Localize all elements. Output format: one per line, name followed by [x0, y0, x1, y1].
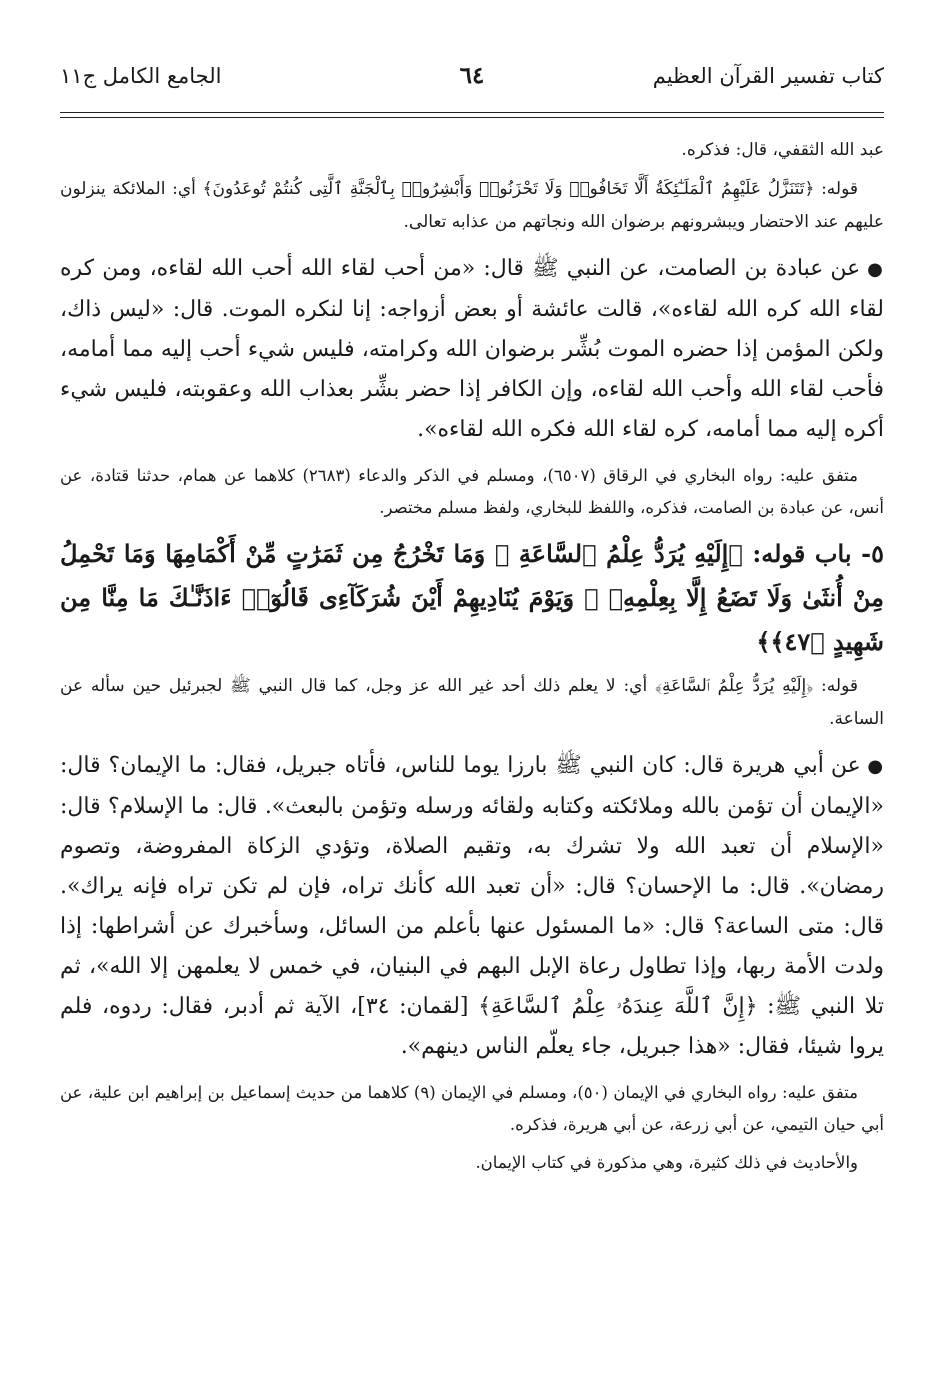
hadith-abu-hurairah	[60, 746, 884, 1067]
header-rule-bottom	[60, 117, 884, 118]
paragraph-tafsir-hour: قوله: ﴿إِلَيْهِ يُرَدُّ عِلْمُ ٱلسَّاعَةِ﴾ أي: لا يعلم ذلك أحد غير الله عز وجل، كما قال النبي ﷺ لجبرئيل حين سأله عن الساعة.	[60, 676, 884, 729]
book-page	[60, 52, 885, 1172]
hadith-text: عن عبادة بن الصامت، عن النبي ﷺ قال: «من أحب لقاء الله أحب الله لقاءه، ومن كره لقاء الله كره الله لقاءه»، قالت عائشة أو بعض أزواجه: إنا لنكره الموت. قال: «ليس ذاك، ولكن المؤمن إذا حضره الموت بُشِّر برضوان الله وكرامته، فليس شيء أحب إليه مما أمامه، فأحب لقاء الله وأحب الله لقاءه، وإن الكافر إذا حضر بشِّر بعذاب الله وعقوبته، فليس شيء أكره إليه مما أمامه، كره لقاء الله فكره الله لقاءه».	[60, 256, 884, 442]
chapter-heading: ٥- باب قوله: ﴿إِلَيْهِ يُرَدُّ عِلْمُ ٱلسَّاعَةِ ۚ وَمَا تَخْرُجُ مِن ثَمَرَٰتٍ مِّنْ أَكْمَامِهَا وَمَا تَحْمِلُ مِنْ أُنثَىٰ وَلَا تَضَعُ إِلَّا بِعِلْمِهِۦ ۚ وَيَوْمَ يُنَادِيهِمْ أَيْنَ شُرَكَآءِى قَالُوٓا۟ ءَاذَنَّـٰكَ مَا مِنَّا مِن شَهِيدٍ ﴿٤٧﴾﴾	[60, 539, 885, 656]
takhrij-ubadah: متفق عليه: رواه البخاري في الرقاق (٦٥٠٧)، ومسلم في الذكر والدعاء (٢٦٨٣) كلاهما عن همام، حدثنا قتادة، عن أنس، عن عبادة بن الصامت، فذكره، واللفظ للبخاري، ولفظ مسلم مختصر.	[60, 466, 884, 517]
page-header	[60, 52, 884, 100]
hadith-text: عن أبي هريرة قال: كان النبي ﷺ بارزا يوما للناس، فأتاه جبريل، فقال: ما الإيمان؟ قال: «الإيمان أن تؤمن بالله وملائكته وكتابه ولقائه ورسله وتؤمن بالبعث». قال: ما الإسلام؟ قال: «الإسلام أن تعبد الله ولا تشرك به، وتقيم الصلاة، وتؤدي الزكاة المفروضة، وتصوم رمضان». قال: ما الإحسان؟ قال: «أن تعبد الله كأنك تراه، فإن لم تكن تراه فإنه يراك». قال: متى الساعة؟ قال: «ما المسئول عنها بأعلم من السائل، وسأخبرك عن أشراطها: إذا ولدت الأمة ربها، وإذا تطاول رعاة الإبل البهم في البنيان، في خمس لا يعلمهن إلا الله»، ثم تلا النبي ﷺ: ﴿إِنَّ ٱللَّهَ عِندَهُۥ عِلْمُ ٱلسَّاعَةِ﴾ [لقمان: ٣٤]، الآية ثم أدبر، فقال: ردوه، فلم يروا شيئا، فقال: «هذا جبريل، جاء يعلّم الناس دينهم».	[60, 753, 884, 1059]
volume-title: الجامع الكامل ج١١	[60, 64, 222, 88]
takhrij-abu-hurairah: متفق عليه: رواه البخاري في الإيمان (٥٠)، ومسلم في الإيمان (٩) كلاهما من حديث إسماعيل بن إبراهيم ابن علية، عن أبي حيان التيمي، عن أبي زرعة، عن أبي هريرة، فذكره.	[60, 1083, 884, 1134]
paragraph-narrator-end: عبد الله الثقفي، قال: فذكره.	[681, 140, 884, 160]
bullet-icon: ●	[860, 259, 884, 280]
header-rule-top	[60, 112, 884, 113]
closing-note: والأحاديث في ذلك كثيرة، وهي مذكورة في كتاب الإيمان.	[475, 1153, 858, 1172]
hadith-ubadah	[60, 249, 884, 450]
page-number: ٦٤	[459, 62, 485, 89]
book-title: كتاب تفسير القرآن العظيم	[652, 64, 884, 88]
page-body	[60, 134, 884, 1179]
paragraph-tafsir-angels: قوله: ﴿تَتَنَزَّلُ عَلَيْهِمُ ٱلْمَلَـٰٓئِكَةُ أَلَّا تَخَافُوا۟ وَلَا تَحْزَنُوا۟ وَأَبْشِرُوا۟ بِٱلْجَنَّةِ ٱلَّتِى كُنتُمْ تُوعَدُونَ﴾ أي: الملائكة ينزلون عليهم عند الاحتضار ويبشرونهم برضوان الله ونجاتهم من عذابه تعالى.	[60, 179, 884, 232]
bullet-icon: ●	[860, 756, 884, 777]
